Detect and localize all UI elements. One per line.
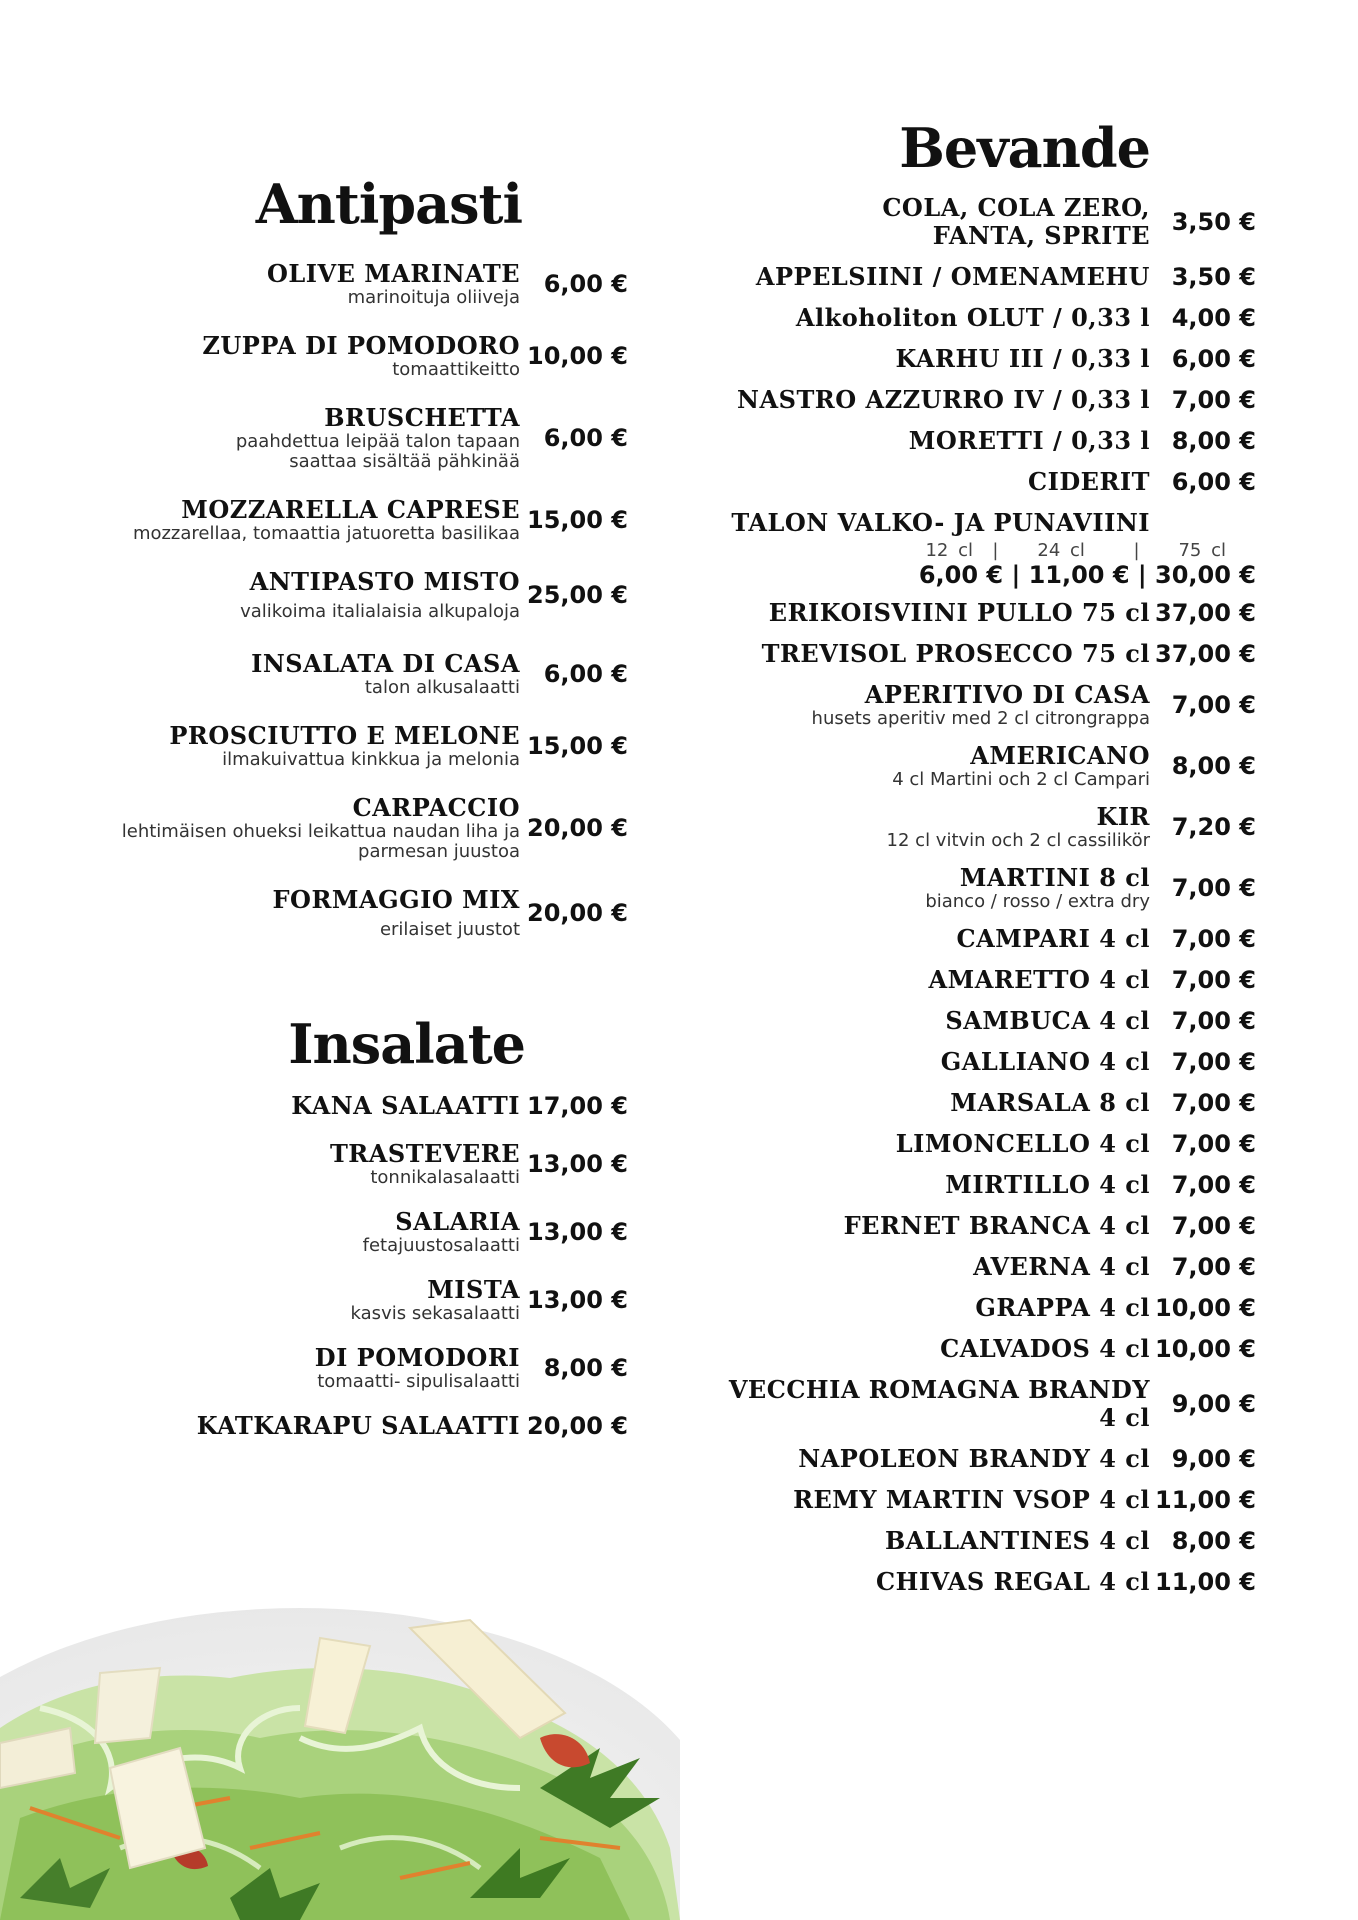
item-name: MARSALA 8 cl xyxy=(950,1088,1150,1117)
item-desc: ilmakuivattua kinkkua ja melonia xyxy=(222,749,520,770)
item-name: APERITIVO DI CASA xyxy=(864,680,1150,709)
menu-item-martini xyxy=(720,864,1256,912)
menu-item-remy-martin xyxy=(720,1486,1256,1514)
item-desc: erilaiset juustot xyxy=(379,919,520,940)
item-name: CIDERIT xyxy=(1028,467,1150,496)
item-desc: 12 cl vitvin och 2 cl cassilikör xyxy=(886,830,1150,851)
item-name: SAMBUCA 4 cl xyxy=(945,1006,1150,1035)
menu-item-alkoholiton-olut xyxy=(720,304,1256,332)
item-name: NASTRO AZZURRO IV / 0,33 l xyxy=(737,385,1150,414)
menu-item-trastevere xyxy=(100,1140,628,1188)
item-name: KIR xyxy=(1096,802,1150,831)
item-price: 15,00 € xyxy=(527,506,628,534)
item-name: ZUPPA DI POMODORO xyxy=(202,331,520,360)
item-price: 11,00 € xyxy=(1155,1568,1256,1596)
item-name: TRASTEVERE xyxy=(329,1139,520,1168)
item-price: 20,00 € xyxy=(527,1412,628,1440)
item-price: 37,00 € xyxy=(1155,599,1256,627)
item-name: SALARIA xyxy=(395,1207,520,1236)
item-price: 3,50 € xyxy=(1171,263,1256,291)
heading-antipasti: Antipasti xyxy=(255,172,522,236)
item-price: 7,00 € xyxy=(1171,925,1256,953)
menu-item-appelsiini-omenamehu xyxy=(720,263,1256,291)
item-name: PROSCIUTTO E MELONE xyxy=(169,721,520,750)
item-desc: paahdettua leipää talon tapaan saattaa sisältää pähkinää xyxy=(235,431,520,472)
menu-item-mozzarella-caprese xyxy=(100,496,628,544)
item-name: GRAPPA 4 cl xyxy=(975,1293,1150,1322)
menu-item-moretti xyxy=(720,427,1256,455)
menu-item-formaggio-mix xyxy=(100,886,628,940)
item-name: CHIVAS REGAL 4 cl xyxy=(876,1567,1150,1596)
item-price: 7,00 € xyxy=(1171,966,1256,994)
item-name: KATKARAPU SALAATTI xyxy=(196,1411,520,1440)
item-price: 8,00 € xyxy=(1171,1527,1256,1555)
menu-item-soft-drinks xyxy=(720,194,1256,250)
menu-item-averna xyxy=(720,1253,1256,1281)
item-name: CARPACCIO xyxy=(352,793,520,822)
item-name: TALON VALKO- JA PUNAVIINI xyxy=(731,508,1150,537)
item-name: VECCHIA ROMAGNA BRANDY 4 cl xyxy=(728,1375,1150,1432)
item-price: 7,00 € xyxy=(1171,1253,1256,1281)
item-price: 20,00 € xyxy=(527,814,628,842)
item-name: BRUSCHETTA xyxy=(324,403,520,432)
item-price: 8,00 € xyxy=(1171,427,1256,455)
item-desc: bianco / rosso / extra dry xyxy=(925,891,1150,912)
item-price: 6,00 € xyxy=(543,424,628,452)
item-name: GALLIANO 4 cl xyxy=(940,1047,1150,1076)
bevande-list xyxy=(720,194,1256,1609)
item-price: 6,00 € xyxy=(1171,468,1256,496)
menu-item-ciderit xyxy=(720,468,1256,496)
item-price: 6,00 € xyxy=(543,270,628,298)
salad-photo-icon xyxy=(0,1598,680,1920)
item-desc: tomaatti- sipulisalaatti xyxy=(317,1371,520,1392)
item-price: 10,00 € xyxy=(527,342,628,370)
item-price: 7,00 € xyxy=(1171,1171,1256,1199)
item-name: MORETTI / 0,33 l xyxy=(908,426,1150,455)
menu-item-katkarapu-salaatti xyxy=(100,1412,628,1440)
menu-item-olive-marinate xyxy=(100,260,628,308)
menu-item-fernet-branca xyxy=(720,1212,1256,1240)
item-name: MOZZARELLA CAPRESE xyxy=(181,495,520,524)
item-price: 8,00 € xyxy=(1171,752,1256,780)
item-price: 10,00 € xyxy=(1155,1335,1256,1363)
menu-item-mirtillo xyxy=(720,1171,1256,1199)
item-price: 6,00 € xyxy=(1171,345,1256,373)
item-desc: talon alkusalaatti xyxy=(364,677,520,698)
menu-item-antipasto-misto xyxy=(100,568,628,622)
menu-item-grappa xyxy=(720,1294,1256,1322)
item-name: FORMAGGIO MIX xyxy=(272,885,520,914)
menu-item-prosciutto-e-melone xyxy=(100,722,628,770)
item-desc: 4 cl Martini och 2 cl Campari xyxy=(892,769,1150,790)
item-price: 11,00 € xyxy=(1155,1486,1256,1514)
house-wine-prices xyxy=(720,541,1256,589)
item-price: 9,00 € xyxy=(1171,1390,1256,1418)
item-name: MISTA xyxy=(427,1275,520,1304)
item-name: NAPOLEON BRANDY 4 cl xyxy=(798,1444,1150,1473)
item-name: DI POMODORI xyxy=(314,1343,520,1372)
item-price: 7,00 € xyxy=(1171,1130,1256,1158)
menu-item-di-pomodori xyxy=(100,1344,628,1392)
item-price: 7,00 € xyxy=(1171,1212,1256,1240)
menu-item-amaretto xyxy=(720,966,1256,994)
item-price: 13,00 € xyxy=(527,1218,628,1246)
item-name: CALVADOS 4 cl xyxy=(940,1334,1150,1363)
item-desc: lehtimäisen ohueksi leikattua naudan liha ja parmesan juustoa xyxy=(121,821,520,862)
item-desc: husets aperitiv med 2 cl citrongrappa xyxy=(811,708,1150,729)
item-price: 4,00 € xyxy=(1171,304,1256,332)
item-price: 7,00 € xyxy=(1171,1089,1256,1117)
item-name: AVERNA 4 cl xyxy=(973,1252,1150,1281)
menu-item-aperitivo-di-casa xyxy=(720,681,1256,729)
item-name: FERNET BRANCA 4 cl xyxy=(843,1211,1150,1240)
item-name: KANA SALAATTI xyxy=(291,1091,520,1120)
menu-item-kir xyxy=(720,803,1256,851)
menu-item-sambuca xyxy=(720,1007,1256,1035)
item-price: 20,00 € xyxy=(527,899,628,927)
menu-item-trevisol-prosecco xyxy=(720,640,1256,668)
item-price: 17,00 € xyxy=(527,1092,628,1120)
house-wine-sizes: 12 cl | 24 cl | 75 cl xyxy=(925,540,1226,561)
house-wine-price-list: 6,00 € | 11,00 € | 30,00 € xyxy=(918,561,1256,589)
menu-item-calvados xyxy=(720,1335,1256,1363)
item-price: 7,00 € xyxy=(1171,691,1256,719)
menu-item-americano xyxy=(720,742,1256,790)
item-name: ERIKOISVIINI PULLO 75 cl xyxy=(768,598,1150,627)
menu-item-insalata-di-casa xyxy=(100,650,628,698)
menu-item-zuppa-di-pomodoro xyxy=(100,332,628,380)
item-desc: tonnikalasalaatti xyxy=(370,1167,520,1188)
menu-item-vecchia-romagna xyxy=(720,1376,1256,1432)
menu-item-ballantines xyxy=(720,1527,1256,1555)
item-name: MARTINI 8 cl xyxy=(959,863,1150,892)
menu-item-napoleon-brandy xyxy=(720,1445,1256,1473)
heading-bevande: Bevande xyxy=(899,116,1150,180)
item-name: CAMPARI 4 cl xyxy=(956,924,1150,953)
item-price: 7,00 € xyxy=(1171,386,1256,414)
item-price: 6,00 € xyxy=(543,660,628,688)
menu-item-marsala xyxy=(720,1089,1256,1117)
heading-insalate: Insalate xyxy=(288,1012,525,1076)
menu-item-salaria xyxy=(100,1208,628,1256)
item-name: REMY MARTIN VSOP 4 cl xyxy=(793,1485,1150,1514)
item-price: 7,00 € xyxy=(1171,874,1256,902)
item-price: 10,00 € xyxy=(1155,1294,1256,1322)
item-desc: kasvis sekasalaatti xyxy=(350,1303,520,1324)
item-price: 7,00 € xyxy=(1171,1007,1256,1035)
item-name: AMARETTO 4 cl xyxy=(928,965,1150,994)
item-name: LIMONCELLO 4 cl xyxy=(895,1129,1150,1158)
item-price: 7,00 € xyxy=(1171,1048,1256,1076)
item-name: KARHU III / 0,33 l xyxy=(895,344,1150,373)
item-name: Alkoholiton OLUT / 0,33 l xyxy=(795,303,1150,332)
menu-item-erikoisviini xyxy=(720,599,1256,627)
item-name: OLIVE MARINATE xyxy=(266,259,520,288)
menu-item-galliano xyxy=(720,1048,1256,1076)
menu-item-nastro-azzurro xyxy=(720,386,1256,414)
menu-item-karhu xyxy=(720,345,1256,373)
menu-item-talon-viini xyxy=(720,509,1256,537)
item-name: INSALATA DI CASA xyxy=(251,649,520,678)
item-price: 25,00 € xyxy=(527,581,628,609)
menu-item-bruschetta xyxy=(100,404,628,472)
item-price: 15,00 € xyxy=(527,732,628,760)
menu-item-limoncello xyxy=(720,1130,1256,1158)
item-name: MIRTILLO 4 cl xyxy=(945,1170,1150,1199)
menu-item-campari xyxy=(720,925,1256,953)
item-desc: mozzarellaa, tomaattia jatuoretta basilikaa xyxy=(132,523,520,544)
antipasti-list xyxy=(100,260,628,964)
item-desc: fetajuustosalaatti xyxy=(362,1235,520,1256)
item-price: 13,00 € xyxy=(527,1286,628,1314)
insalate-list xyxy=(100,1092,628,1460)
item-price: 8,00 € xyxy=(543,1354,628,1382)
menu-item-chivas-regal xyxy=(720,1568,1256,1596)
item-name: COLA, COLA ZERO, FANTA, SPRITE xyxy=(882,193,1150,250)
menu-item-mista xyxy=(100,1276,628,1324)
item-name: TREVISOL PROSECCO 75 cl xyxy=(761,639,1150,668)
item-desc: valikoima italialaisia alkupaloja xyxy=(240,601,520,622)
item-price: 9,00 € xyxy=(1171,1445,1256,1473)
item-name: AMERICANO xyxy=(970,741,1150,770)
item-price: 3,50 € xyxy=(1171,208,1256,236)
item-name: APPELSIINI / OMENAMEHU xyxy=(755,262,1150,291)
menu-item-kana-salaatti xyxy=(100,1092,628,1120)
item-name: ANTIPASTO MISTO xyxy=(249,567,520,596)
item-price: 13,00 € xyxy=(527,1150,628,1178)
menu-item-carpaccio xyxy=(100,794,628,862)
item-desc: marinoituja oliiveja xyxy=(347,287,520,308)
item-desc: tomaattikeitto xyxy=(392,359,520,380)
item-price: 37,00 € xyxy=(1155,640,1256,668)
item-name: BALLANTINES 4 cl xyxy=(884,1526,1150,1555)
item-price: 7,20 € xyxy=(1171,813,1256,841)
